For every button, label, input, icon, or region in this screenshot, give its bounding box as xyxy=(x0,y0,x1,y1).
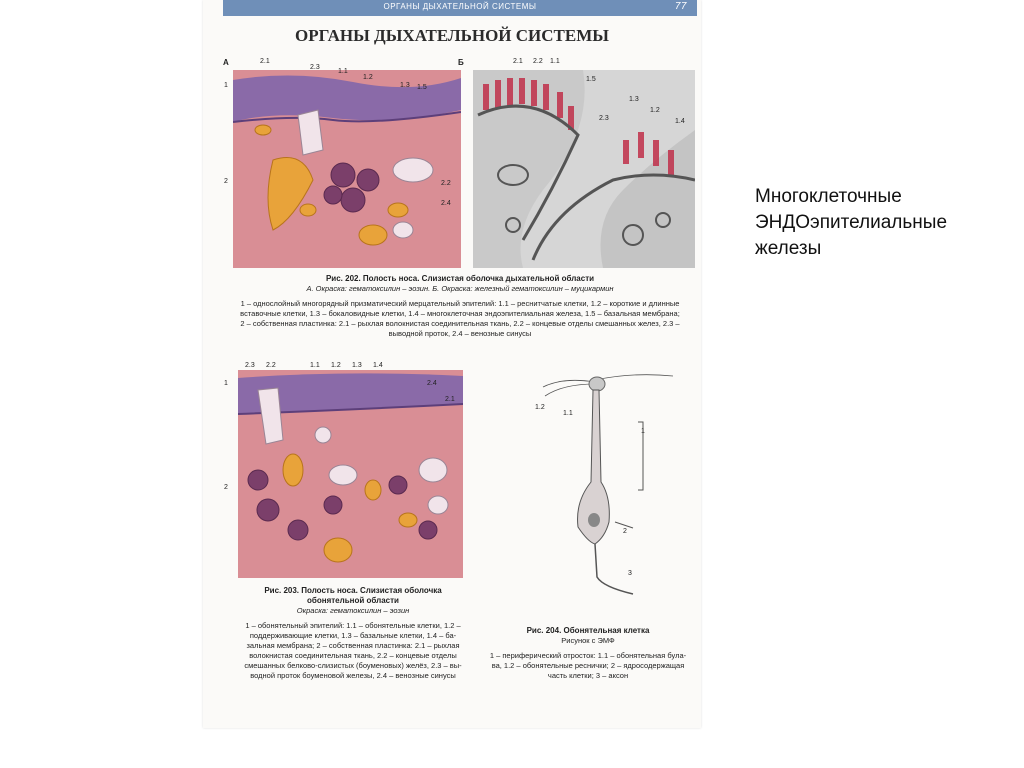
label-a-1-5: 1.5 xyxy=(417,84,427,91)
fig204-legend-line: часть клетки; 3 – аксон xyxy=(547,671,629,680)
panel-b-label: Б xyxy=(458,58,464,67)
side-note-line: железы xyxy=(755,238,822,259)
fig203-caption-stain: Окраска: гематоксилин – эозин xyxy=(296,606,410,615)
label-a-1-1: 1.1 xyxy=(338,68,348,75)
label-a-2-2: 2.2 xyxy=(441,180,451,187)
fig204-legend-line: 1 – периферический отросток: 1.1 – обонятельная була- xyxy=(489,651,687,660)
fig204-caption xyxy=(483,626,693,681)
fig204-label-1: 1 xyxy=(641,428,645,435)
fig203-label-1-2: 1.2 xyxy=(331,362,341,369)
fig203-legend-line: водной проток боуменовой железы, 2.4 – венозные синусы xyxy=(250,671,456,680)
label-b-2-1: 2.1 xyxy=(513,58,523,65)
label-b-1-1: 1.1 xyxy=(550,58,560,65)
fig203-label-1-4: 1.4 xyxy=(373,362,383,369)
fig203-legend-line: поддерживающие клетки, 1.3 – базальные клетки, 1.4 – ба- xyxy=(249,631,457,640)
label-1: 1 xyxy=(224,82,228,89)
fig203-label-2-2: 2.2 xyxy=(266,362,276,369)
label-b-1-4: 1.4 xyxy=(675,118,685,125)
fig202-legend-line: 1 – однослойный многорядный призматический мерцательный эпителий: 1.1 – реснитчатые клетки, 1.2 – короткие и длинные xyxy=(240,299,680,308)
side-note xyxy=(755,184,1015,262)
panel-a-label: А xyxy=(223,58,229,67)
page-number: 77 xyxy=(674,1,687,12)
fig203-label-2-3: 2.3 xyxy=(245,362,255,369)
fig203-label-1-1: 1.1 xyxy=(310,362,320,369)
fig202-caption-title: Рис. 202. Полость носа. Слизистая оболочка дыхательной области xyxy=(325,274,595,283)
fig204-label-2: 2 xyxy=(623,528,627,535)
label-a-1-2: 1.2 xyxy=(363,74,373,81)
fig204-label-1-1: 1.1 xyxy=(563,410,573,417)
fig203-label-2: 2 xyxy=(224,484,228,491)
label-a-2-1: 2.1 xyxy=(260,58,270,65)
fig203-legend-line: зальная мембрана; 2 – собственная пластинка: 2.1 – рыхлая xyxy=(246,641,460,650)
fig204-label-3: 3 xyxy=(628,570,632,577)
label-b-2-2: 2.2 xyxy=(533,58,543,65)
label-a-1-3: 1.3 xyxy=(400,82,410,89)
label-b-1-3: 1.3 xyxy=(629,96,639,103)
side-note-line: ЭНДОэпителиальные xyxy=(755,212,948,233)
label-b-2-3: 2.3 xyxy=(599,115,609,122)
fig203-label-2-1: 2.1 xyxy=(445,396,455,403)
fig203-label-1-3: 1.3 xyxy=(352,362,362,369)
fig203-label-2-4: 2.4 xyxy=(427,380,437,387)
fig203-caption xyxy=(233,586,473,681)
fig203-caption-title-1: Рис. 203. Полость носа. Слизистая оболочка xyxy=(264,586,442,595)
label-b-1-2: 1.2 xyxy=(650,107,660,114)
fig202-caption xyxy=(223,274,697,339)
label-a-2-3: 2.3 xyxy=(310,64,320,71)
fig202-legend-line: выводной проток, 2.4 – венозные синусы xyxy=(388,329,532,338)
fig204-label-1-2: 1.2 xyxy=(535,404,545,411)
fig204-caption-title: Рис. 204. Обонятельная клетка xyxy=(526,626,650,635)
fig203-legend-line: 1 – обонятельный эпителий: 1.1 – обонятельные клетки, 1.2 – xyxy=(245,621,461,630)
fig203-caption-title-2: обонятельной области xyxy=(307,596,399,605)
fig202-legend-line: вставочные клетки, 1.3 – бокаловидные клетки, 1.4 – многоклеточная эндоэпителиальная железа, 1.5 – базальная мембрана; xyxy=(240,309,680,318)
fig203-image xyxy=(238,370,463,578)
page-title: ОРГАНЫ ДЫХАТЕЛЬНОЙ СИСТЕМЫ xyxy=(295,26,609,45)
textbook-page xyxy=(203,0,701,728)
fig203-legend-line: волокнистая соединительная ткань, 2.2 – концевые отделы xyxy=(249,651,457,660)
fig202-legend-line: 2 – собственная пластинка: 2.1 – рыхлая волокнистая соединительная ткань, 2.2 – концевые отделы смешанных желез, 2.3 – xyxy=(240,319,680,328)
fig204-caption-sub: Рисунок с ЭМФ xyxy=(561,636,615,645)
label-a-2-4: 2.4 xyxy=(441,200,451,207)
label-2: 2 xyxy=(224,178,228,185)
label-b-1-5: 1.5 xyxy=(586,76,596,83)
fig204-legend-line: ва, 1.2 – обонятельные реснички; 2 – ядросодержащая xyxy=(491,661,685,670)
fig202-panel-b-image xyxy=(473,70,695,268)
running-head xyxy=(223,0,697,16)
running-head-text: ОРГАНЫ ДЫХАТЕЛЬНОЙ СИСТЕМЫ xyxy=(383,2,537,11)
side-note-line: Многоклеточные xyxy=(755,186,902,207)
fig203-label-1: 1 xyxy=(224,380,228,387)
fig202-panel-a-image xyxy=(233,70,461,268)
fig202-caption-stain: А. Окраска: гематоксилин – эозин. Б. Окраска: железный гематоксилин – муцикармин xyxy=(306,284,614,293)
fig204-image xyxy=(533,372,683,610)
fig203-legend-line: смешанных белково-слизистых (боуменовых) желёз, 2.3 – вы- xyxy=(244,661,462,670)
